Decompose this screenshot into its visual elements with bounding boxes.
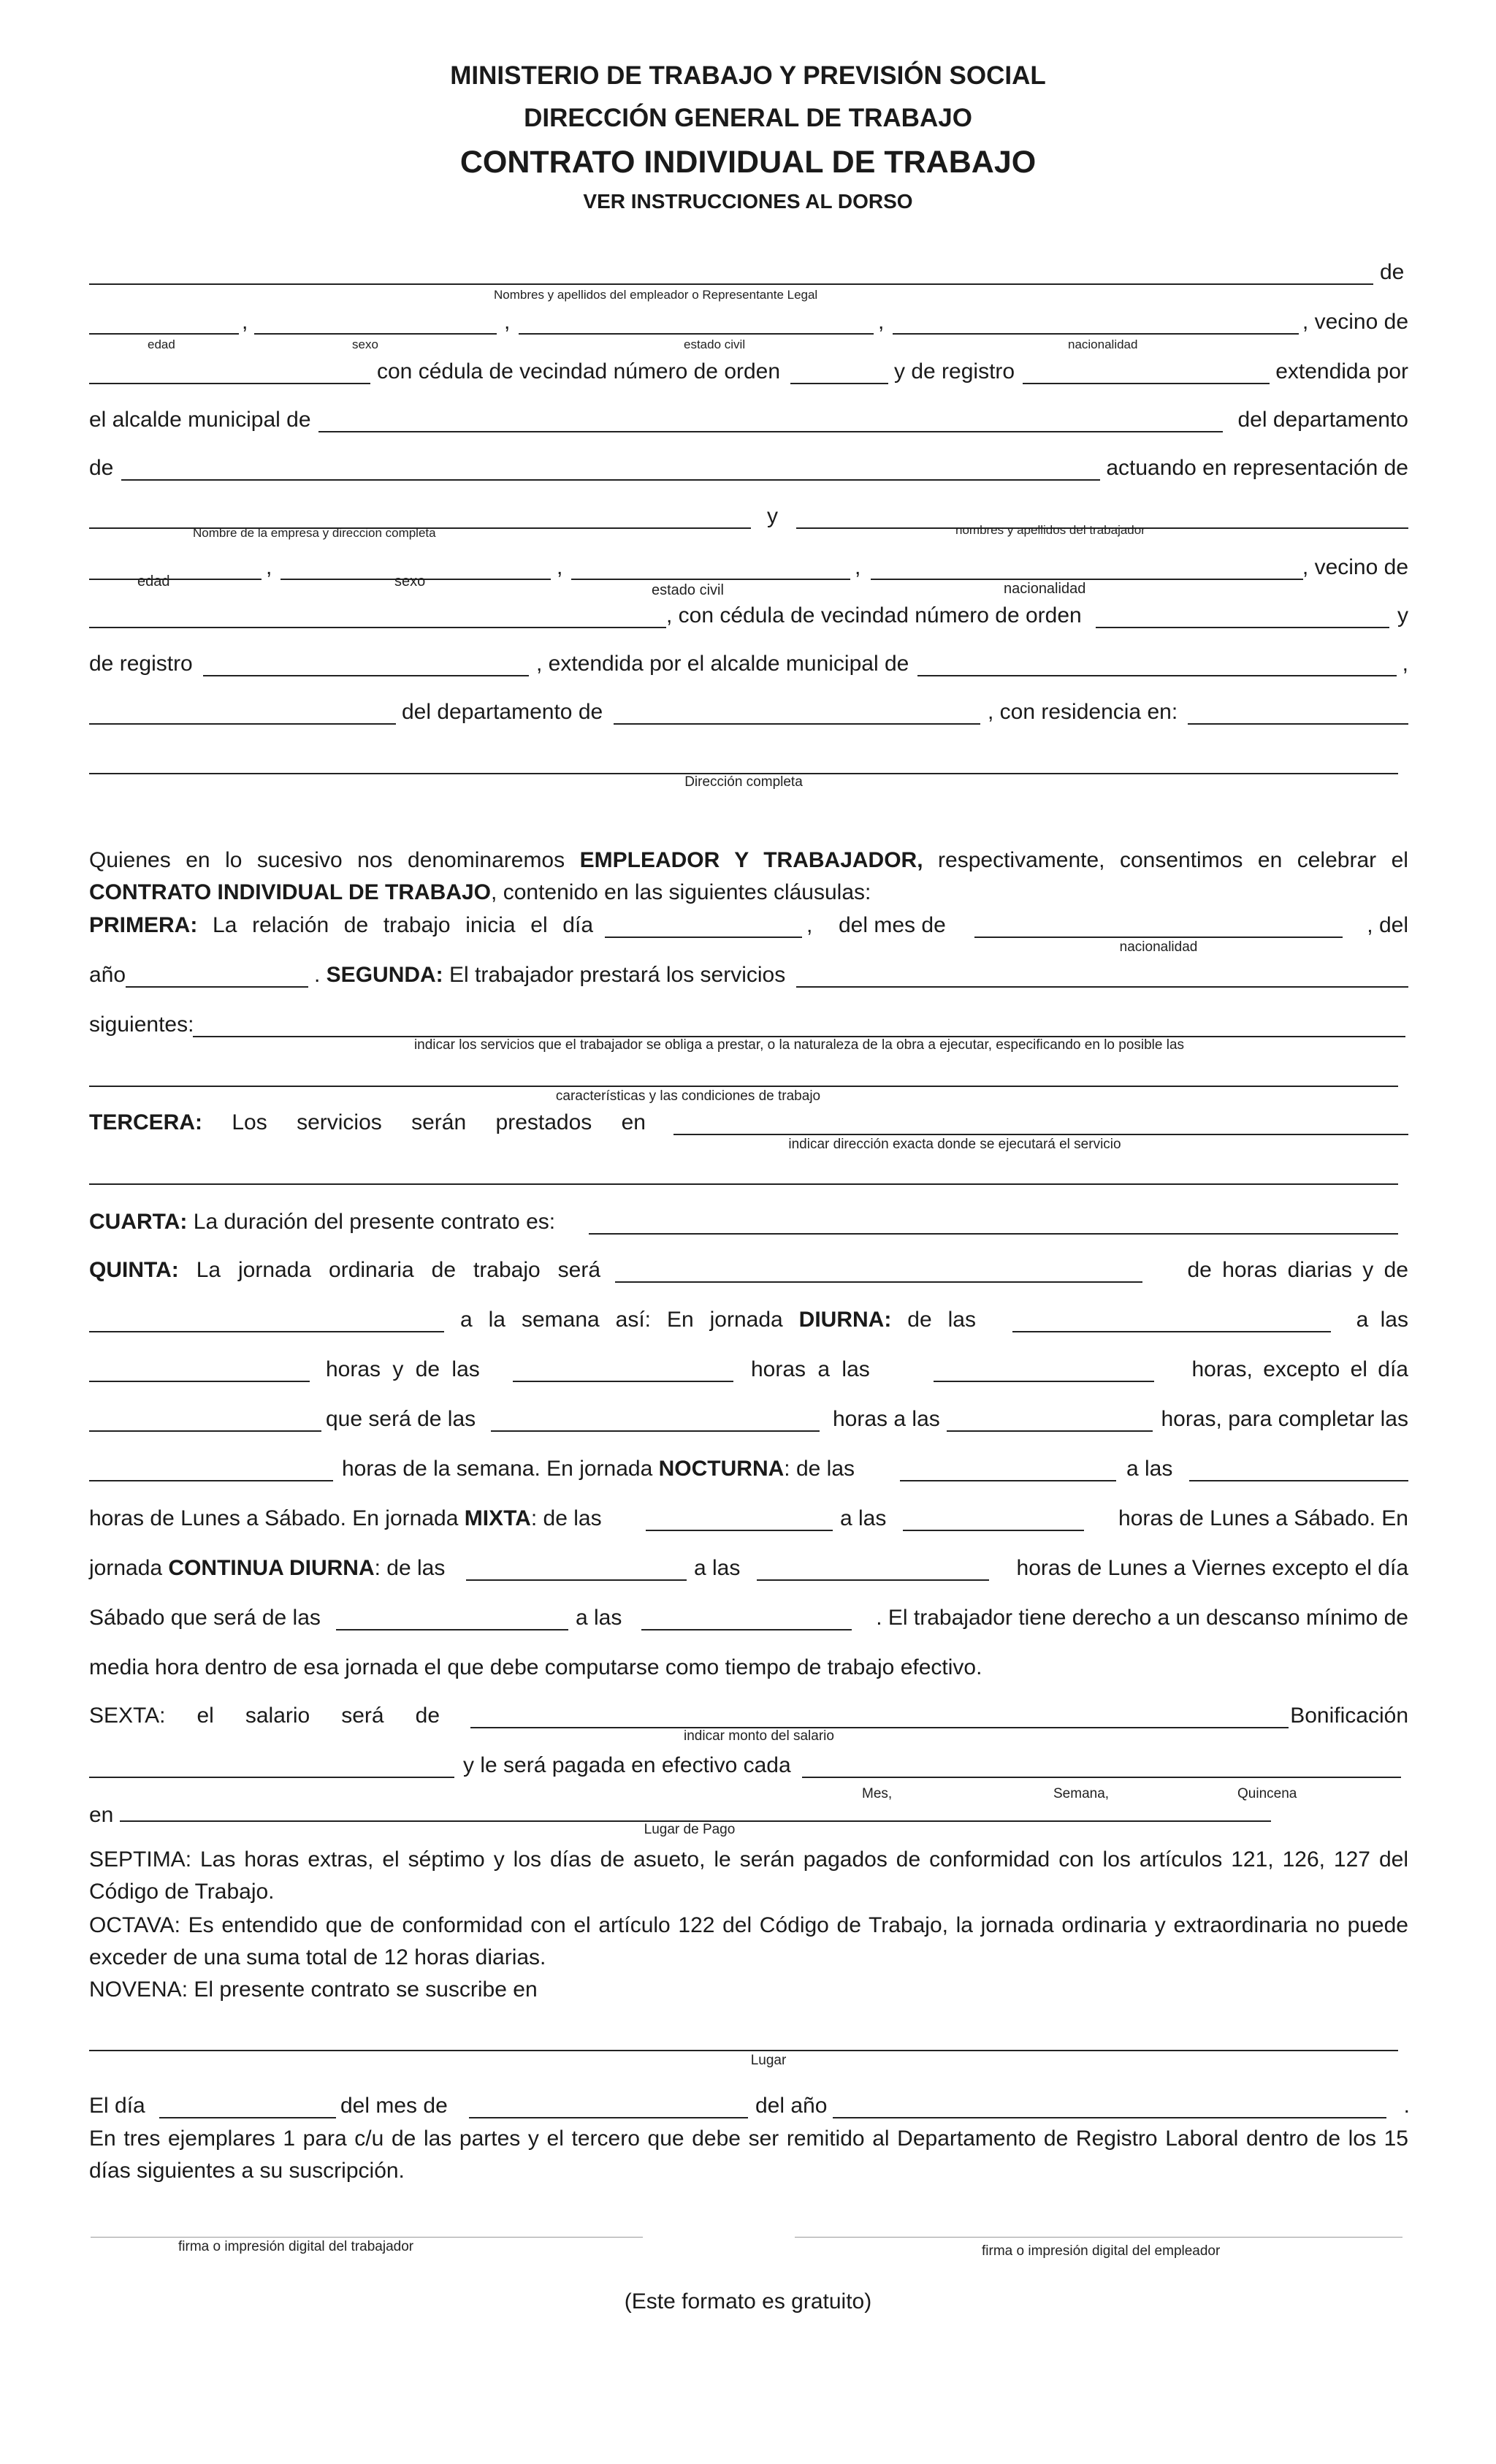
caption-mes: Mes, <box>862 1786 893 1801</box>
actuando-label: actuando en representación de <box>1106 456 1408 480</box>
extendida-label: , extendida por el alcalde municipal de <box>536 652 909 676</box>
employer-sex-field[interactable] <box>254 333 497 335</box>
diurna-to-field[interactable] <box>89 1381 310 1382</box>
alcalde-label: el alcalde municipal de <box>89 408 311 432</box>
horas-lunes-label: horas de Lunes a Sábado. En <box>1118 1506 1408 1530</box>
period: . <box>1403 2094 1410 2118</box>
signing-month-field[interactable] <box>469 2117 748 2118</box>
horas-a-las-label: horas a las <box>833 1407 940 1431</box>
service-location-cont-field[interactable] <box>89 1183 1398 1185</box>
del-label: , del <box>1367 913 1408 937</box>
continua-from-field[interactable] <box>466 1579 687 1581</box>
caption-nacionalidad: nacionalidad <box>1068 337 1138 351</box>
del-mes-label: del mes de <box>340 2094 448 2118</box>
service-location-field[interactable] <box>673 1134 1408 1135</box>
worker-municipality-cont-field[interactable] <box>89 723 396 725</box>
employer-age-field[interactable] <box>89 333 239 335</box>
weekly-hours-field[interactable] <box>89 1331 444 1332</box>
saturday-to-field[interactable] <box>641 1629 852 1630</box>
caption-semana: Semana, <box>1053 1786 1110 1801</box>
septima-clause-cont: Código de Trabajo. <box>89 1880 275 1904</box>
saturday-from-field[interactable] <box>336 1629 568 1630</box>
departamento-label: del departamento <box>1237 408 1408 432</box>
horas-a-las-label: horas a las <box>751 1357 870 1381</box>
employer-signature-line[interactable] <box>795 2237 1402 2238</box>
employer-order-number-field[interactable] <box>89 383 370 384</box>
caption-edad: edad <box>137 573 170 590</box>
primera-clause: PRIMERA: La relación de trabajo inicia el día <box>89 913 594 937</box>
intro-line-1: Quienes en lo sucesivo nos denominaremos EMPLEADOR Y TRABAJADOR, respectivamente, consentimos en celebrar el <box>89 848 1408 872</box>
comma: , <box>242 310 248 334</box>
que-sera-label: que será de las <box>326 1407 476 1431</box>
continua-to-field[interactable] <box>757 1579 989 1581</box>
worker-age-field[interactable] <box>89 579 262 580</box>
employer-civil-status-field[interactable] <box>519 333 874 335</box>
mixta-from-field[interactable] <box>646 1530 833 1531</box>
en-label: en <box>89 1803 114 1827</box>
de-label: de <box>89 456 114 480</box>
del-anio-label: del año <box>755 2094 828 2118</box>
exception-day-field[interactable] <box>89 1430 321 1432</box>
contract-title: CONTRATO INDIVIDUAL DE TRABAJO <box>459 145 1037 180</box>
caption-direccion: Dirección completa <box>684 774 803 790</box>
diurna-from2-field[interactable] <box>513 1381 733 1382</box>
a-las-label: a las <box>576 1606 622 1630</box>
services-field[interactable] <box>796 986 1408 988</box>
del-mes-label: del mes de <box>839 913 946 937</box>
caption-edad: edad <box>148 337 175 351</box>
cuarta-clause: CUARTA: La duración del presente contrato es: <box>89 1210 556 1234</box>
caption-empresa: Nombre de la empresa y direccion completa <box>193 526 436 540</box>
employer-name-field[interactable] <box>89 283 1373 285</box>
comma: , <box>504 310 511 334</box>
sexta-clause: SEXTA: el salario será de <box>89 1704 440 1728</box>
extendida-label: extendida por <box>1275 359 1408 384</box>
daily-hours-field[interactable] <box>615 1281 1142 1283</box>
copies-text-cont: días siguientes a su suscripción. <box>89 2159 405 2183</box>
employer-nationality-field[interactable] <box>893 333 1299 335</box>
comma: , <box>806 913 813 937</box>
caption-sexo: sexo <box>394 573 426 590</box>
vecino-label: , vecino de <box>1302 555 1408 579</box>
segunda-clause: . SEGUNDA: El trabajador prestará los servicios <box>314 963 786 987</box>
caption-estado-civil: estado civil <box>684 337 746 351</box>
worker-municipality-field[interactable] <box>917 675 1397 676</box>
continua-line: jornada CONTINUA DIURNA: de las <box>89 1556 446 1580</box>
horas-completar-label: horas, para completar las <box>1161 1407 1408 1431</box>
novena-clause: NOVENA: El presente contrato se suscribe en <box>89 1977 538 2002</box>
mixta-to-field[interactable] <box>903 1530 1084 1531</box>
start-day-field[interactable] <box>605 937 802 938</box>
sabado-label: Sábado que será de las <box>89 1606 321 1630</box>
caption-nacionalidad: nacionalidad <box>1004 581 1086 597</box>
media-hora-text: media hora dentro de esa jornada el que debe computarse como tiempo de trabajo efectivo. <box>89 1655 982 1679</box>
mixta-line: horas de Lunes a Sábado. En jornada MIXTA: de las <box>89 1506 602 1530</box>
tercera-clause: TERCERA: Los servicios serán prestados en <box>89 1110 646 1134</box>
employer-registry-field[interactable] <box>1023 383 1270 384</box>
septima-clause: SEPTIMA: Las horas extras, el séptimo y los días de asueto, le serán pagados de conformidad con los artículos 121, 126, 127 del <box>89 1847 1408 1872</box>
worker-order-field[interactable] <box>1096 627 1389 628</box>
caption-estado-civil: estado civil <box>652 582 724 598</box>
signing-day-field[interactable] <box>159 2117 336 2118</box>
start-year-field[interactable] <box>126 986 308 988</box>
copies-text: En tres ejemplares 1 para c/u de las partes y el tercero que debe ser remitido al Departamento de Registro Laboral dentro de los 15 <box>89 2127 1408 2151</box>
bonificacion-label: Bonificación <box>1290 1704 1408 1728</box>
registro-label: y de registro <box>894 359 1015 384</box>
worker-nationality-field[interactable] <box>871 579 1303 580</box>
worker-order-number-field[interactable] <box>89 627 666 628</box>
worker-signature-caption: firma o impresión digital del trabajador <box>178 2239 414 2254</box>
octava-clause: OCTAVA: Es entendido que de conformidad con el artículo 122 del Código de Trabajo, la jornada ordinaria y extraordinaria no puede <box>89 1913 1408 1937</box>
octava-clause-cont: exceder de una suma total de 12 horas diarias. <box>89 1945 546 1969</box>
services-conditions-field[interactable] <box>89 1086 1398 1087</box>
quinta-clause: QUINTA: La jornada ordinaria de trabajo será <box>89 1258 600 1282</box>
employer-order-field[interactable] <box>790 383 888 384</box>
bonus-field[interactable] <box>89 1777 454 1778</box>
residencia-label: , con residencia en: <box>988 700 1178 724</box>
caption-lugar-pago: Lugar de Pago <box>644 1822 736 1837</box>
a-las-label: a las <box>694 1556 741 1580</box>
start-month-field[interactable] <box>974 937 1343 938</box>
caption-quincena: Quincena <box>1237 1786 1297 1801</box>
intro-line-2: CONTRATO INDIVIDUAL DE TRABAJO, contenido en las siguientes cláusulas: <box>89 880 871 904</box>
caption-nacionalidad: nacionalidad <box>1119 939 1198 955</box>
diurna-line: a la semana así: En jornada DIURNA: de las <box>460 1308 976 1332</box>
nocturna-from-field[interactable] <box>900 1480 1116 1481</box>
worker-department-field[interactable] <box>614 723 980 725</box>
horas-diarias-label: de horas diarias y de <box>1187 1258 1408 1282</box>
caption-sexo: sexo <box>352 337 378 351</box>
employer-department-field[interactable] <box>121 479 1100 481</box>
worker-signature-line[interactable] <box>91 2237 643 2238</box>
de-label: de <box>1380 260 1405 284</box>
y-label: y <box>1397 603 1408 628</box>
comma: , <box>1402 652 1408 676</box>
worker-registry-field[interactable] <box>203 675 529 676</box>
employer-municipality-field[interactable] <box>318 431 1223 432</box>
siguientes-label: siguientes: <box>89 1012 194 1037</box>
instructions-note: VER INSTRUCCIONES AL DORSO <box>583 190 913 213</box>
ministry-title: MINISTERIO DE TRABAJO Y PREVISIÓN SOCIAL <box>450 61 1046 90</box>
y-label: y <box>767 504 778 528</box>
signing-place-field[interactable] <box>89 2050 1398 2051</box>
comma: , <box>266 555 272 579</box>
registro-label: de registro <box>89 652 193 676</box>
signing-year-field[interactable] <box>833 2117 1386 2118</box>
direction-title: DIRECCIÓN GENERAL DE TRABAJO <box>524 104 972 132</box>
anio-label: año <box>89 963 126 987</box>
diurna-to2-field[interactable] <box>934 1381 1154 1382</box>
nocturna-to-field[interactable] <box>1189 1480 1408 1481</box>
complete-hours-field[interactable] <box>89 1480 333 1481</box>
employer-signature-caption: firma o impresión digital del empleador <box>982 2243 1221 2259</box>
cedula-label: , con cédula de vecindad número de orden <box>666 603 1082 628</box>
worker-residence-field[interactable] <box>1188 723 1408 725</box>
vecino-label: , vecino de <box>1302 310 1408 334</box>
caption-servicios: indicar los servicios que el trabajador se obliga a prestar, o la naturaleza de la obra a ejecutar, especificando en lo posible las <box>413 1037 1185 1053</box>
a-las-label: a las <box>1126 1457 1173 1481</box>
caption-monto: indicar monto del salario <box>684 1728 834 1744</box>
caption-lugar: Lugar <box>750 2053 787 2068</box>
payment-period-field[interactable] <box>802 1777 1401 1778</box>
caption-caracteristicas: características y las condiciones de trabajo <box>555 1088 821 1104</box>
horas-excepto-label: horas, excepto el día <box>1191 1357 1408 1381</box>
descanso-label: . El trabajador tiene derecho a un descanso mínimo de <box>876 1606 1408 1630</box>
free-format-note: (Este formato es gratuito) <box>624 2289 872 2314</box>
el-dia-label: El día <box>89 2094 145 2118</box>
contract-duration-field[interactable] <box>589 1233 1398 1235</box>
comma: , <box>557 555 563 579</box>
caption-direccion-servicio: indicar dirección exacta donde se ejecutará el servicio <box>788 1137 1121 1152</box>
horas-y-de-las-label: horas y de las <box>326 1357 480 1381</box>
diurna-from-field[interactable] <box>1012 1331 1331 1332</box>
a-las-label: a las <box>840 1506 887 1530</box>
horas-viernes-label: horas de Lunes a Viernes excepto el día <box>1016 1556 1408 1580</box>
exception-to-field[interactable] <box>947 1430 1153 1432</box>
caption-trabajador: nombres y apellidos del trabajador <box>955 523 1145 537</box>
departamento-label: del departamento de <box>402 700 603 724</box>
comma: , <box>878 310 885 334</box>
nocturna-line: horas de la semana. En jornada NOCTURNA: de las <box>342 1457 855 1481</box>
cedula-label: con cédula de vecindad número de orden <box>377 359 781 384</box>
worker-civil-status-field[interactable] <box>571 579 850 580</box>
a-las-label: a las <box>1356 1308 1408 1332</box>
comma: , <box>855 555 861 579</box>
employer-name-caption: Nombres y apellidos del empleador o Representante Legal <box>494 288 818 302</box>
exception-from-field[interactable] <box>491 1430 820 1432</box>
pagada-label: y le será pagada en efectivo cada <box>463 1753 791 1777</box>
